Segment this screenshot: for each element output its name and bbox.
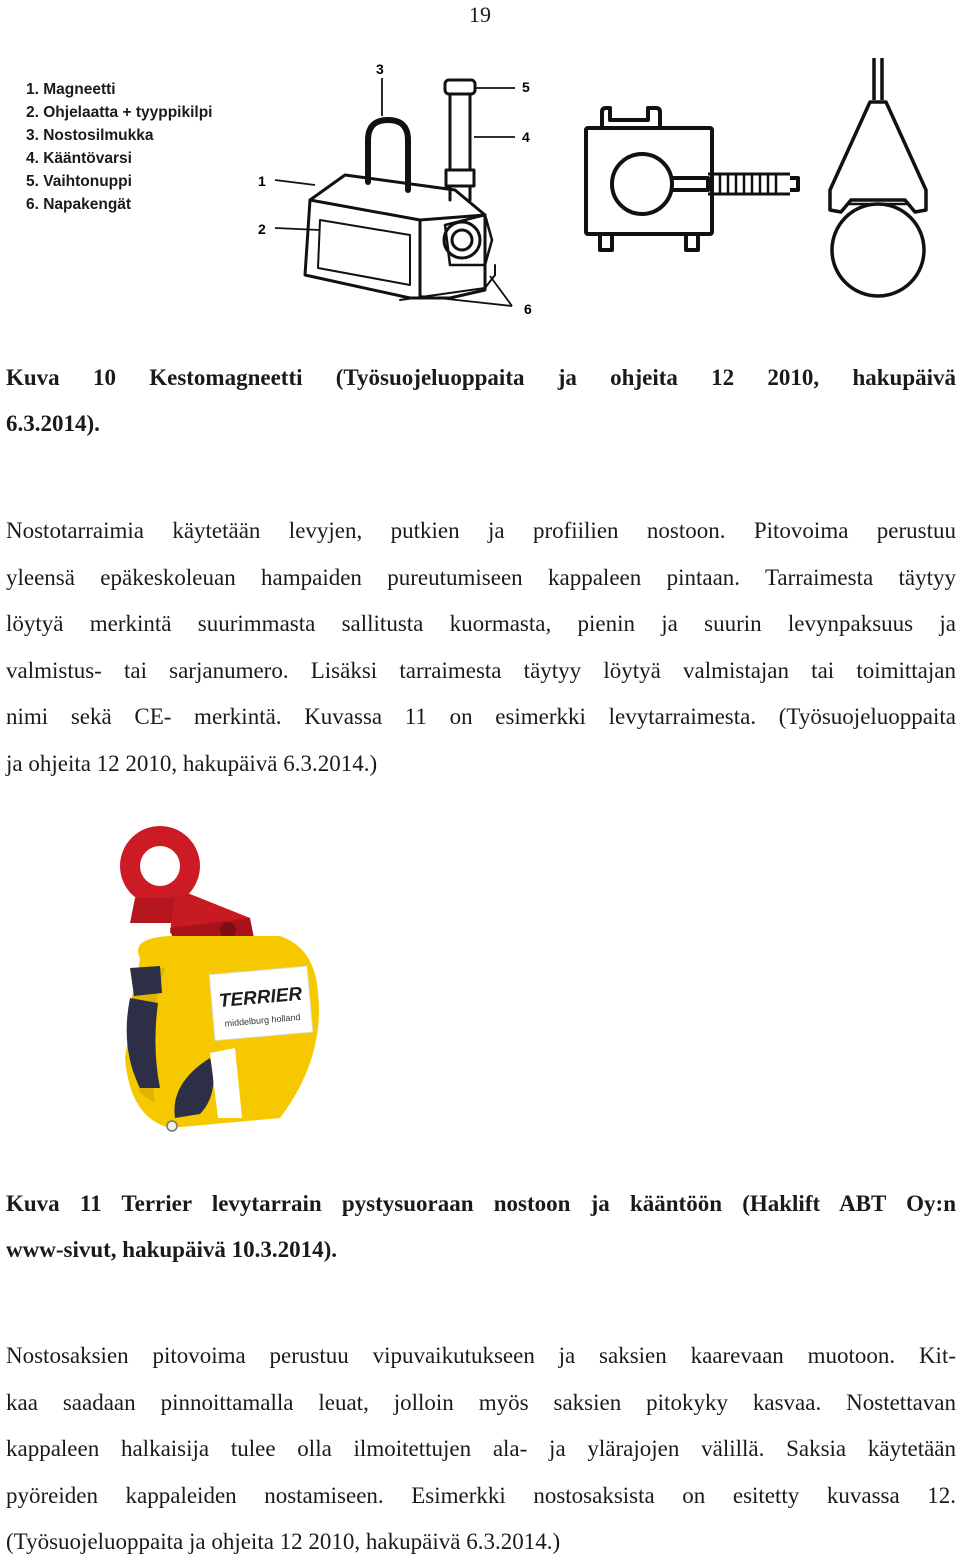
legend-item: 2. Ohjelaatta + tyyppikilpi	[26, 104, 213, 121]
paragraph-line: (Työsuojeluoppaita ja ohjeita 12 2010, hakupäivä 6.3.2014.)	[6, 1529, 561, 1554]
logo-subtext: middelburg holland	[224, 1011, 301, 1029]
page-number: 19	[469, 2, 491, 27]
callout-label: 3	[376, 61, 384, 77]
paragraph-line: kaa saadaan pinnoittamalla leuat, jolloin myös saksien pitokyky kasvaa. Nostettavan	[6, 1389, 956, 1415]
caption-line: Kuva 10 Kestomagneetti (Työsuojeluoppaita ja ohjeita 12 2010, hakupäivä	[6, 365, 956, 390]
figure10-caption	[6, 355, 956, 447]
caption-line: www-sivut, hakupäivä 10.3.2014).	[6, 1237, 337, 1262]
paragraph-line: pyöreiden kappaleiden nostamiseen. Esimerkki nostosaksista on esitetty kuvassa 12.	[6, 1482, 956, 1508]
plate-clamp-photo	[100, 818, 340, 1148]
callout-label: 4	[522, 129, 530, 145]
paragraph-line: valmistus- tai sarjanumero. Lisäksi tarraimesta täytyy löytyä valmistajan tai toimittajan	[6, 657, 956, 683]
body-paragraph	[6, 508, 956, 787]
legend-item: 1. Magneetti	[26, 81, 116, 98]
legend-item: 3. Nostosilmukka	[26, 127, 154, 144]
paragraph-line: kappaleen halkaisija tulee olla ilmoitettujen ala- ja ylärajojen välillä. Saksia käytetään	[6, 1436, 956, 1461]
callout-label: 2	[258, 221, 266, 237]
paragraph-line: ja ohjeita 12 2010, hakupäivä 6.3.2014.)	[6, 750, 378, 776]
logo-text: TERRIER	[218, 983, 303, 1012]
figure11-caption	[6, 1181, 956, 1273]
paragraph-line: Nostosaksien pitovoima perustuu vipuvaikutukseen ja saksien kaarevaan muotoon. Kit-	[6, 1343, 956, 1368]
paragraph-line: Nostotarraimia käytetään levyjen, putkien ja profiilien nostoon. Pitovoima perustuu	[6, 518, 956, 543]
callout-label: 1	[258, 173, 266, 189]
callout-label: 6	[524, 301, 532, 317]
paragraph-line: löytyä merkintä suurimmasta sallitusta kuormasta, pienin ja suurin levynpaksuus ja	[6, 611, 956, 636]
lifting-magnet-drawing	[250, 50, 950, 320]
legend-item: 4. Kääntövarsi	[26, 150, 132, 167]
body-paragraph	[6, 1333, 956, 1566]
paragraph-line: nimi sekä CE- merkintä. Kuvassa 11 on esimerkki levytarraimesta. (Työsuojeluoppaita	[6, 704, 956, 729]
legend-item: 6. Napakengät	[26, 196, 132, 213]
callout-label: 5	[522, 79, 530, 95]
figure10-legend	[26, 78, 213, 216]
caption-line: 6.3.2014).	[6, 411, 100, 436]
caption-line: Kuva 11 Terrier levytarrain pystysuoraan nostoon ja kääntöön (Haklift ABT Oy:n	[6, 1191, 956, 1216]
legend-item: 5. Vaihtonuppi	[26, 173, 132, 190]
paragraph-line: yleensä epäkeskoleuan hampaiden pureutumiseen kappaleen pintaan. Tarraimesta täytyy	[6, 564, 956, 590]
